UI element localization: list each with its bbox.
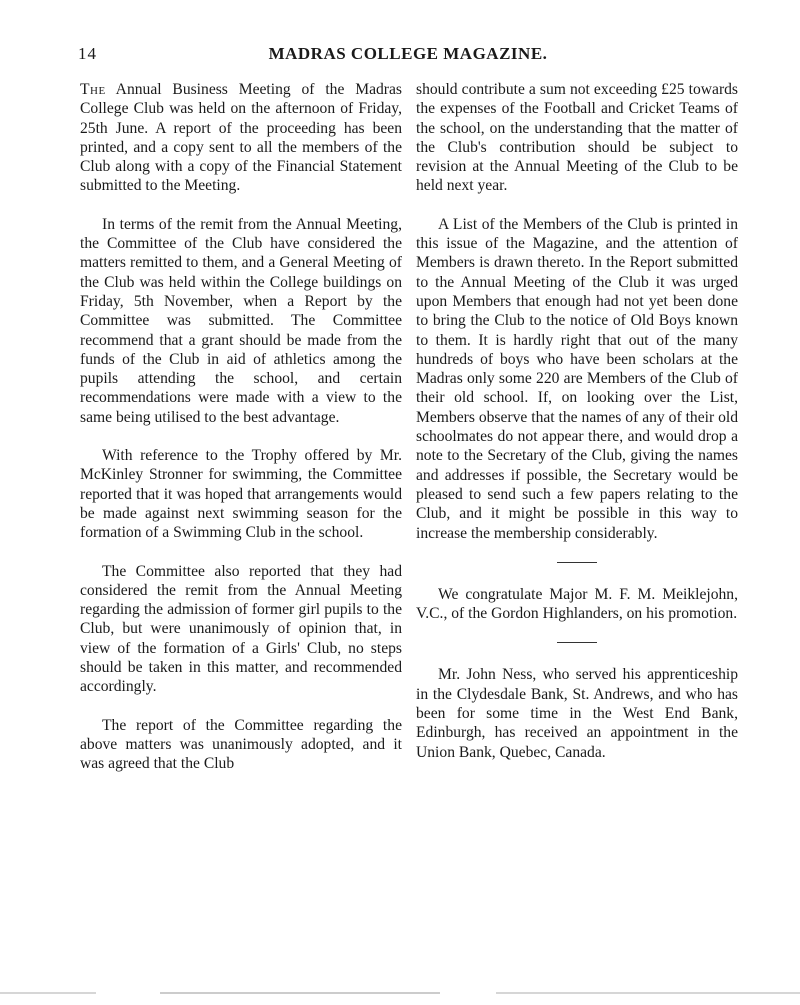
paragraph-congratulations: We congratulate Major M. F. M. Meiklejohn, V.C., of the Gordon Highlanders, on his promotion. xyxy=(416,585,738,623)
left-column xyxy=(80,80,402,793)
paragraph-member-list: A List of the Members of the Club is printed in this issue of the Magazine, and the attention of Members is drawn thereto. In the Report submitted to the Annual Meeting of the Club it was urged upon Members that enough had not yet been done to bring the Club to the notice of Old Boys known to them. It is hardly right that out of the many hundreds of boys who have been scholars at the Madras only some 220 are Members of the Club of their old school. If, on looking over the List, Members observe that the names of any of their old schoolmates do not appear there, and would drop a note to the Secretary of the Club, giving the names and addresses if possible, the Secretary would be pleased to send such a few papers relating to the Club, and it might be possible in this way to increase the membership considerably. xyxy=(416,215,738,542)
page-header xyxy=(78,44,738,68)
paragraph-report-adopted: The report of the Committee regarding the above matters was unanimously adopted, and it was agreed that the Club xyxy=(80,716,402,773)
lead-word: The xyxy=(80,81,106,98)
section-divider xyxy=(557,642,597,643)
paragraph-appointment: Mr. John Ness, who served his apprenticeship in the Clydesdale Bank, St. Andrews, and who has been for some time in the West End Bank, Edinburgh, has received an appointment in the Union Bank, Quebec, Canada. xyxy=(416,666,738,761)
section-divider xyxy=(557,562,597,563)
right-column xyxy=(416,80,738,781)
paragraph-contribution: should contribute a sum not exceeding £25 towards the expenses of the Football and Cricket Teams of the school, on the understanding that the matter of the Club's contribution should be subject to revision at the Annual Meeting of the Club to be held next year. xyxy=(416,81,738,195)
running-title: MADRAS COLLEGE MAGAZINE. xyxy=(268,44,548,63)
page-number: 14 xyxy=(78,44,97,63)
scan-edge-artifact xyxy=(0,992,800,994)
paragraph-committee-remit: In terms of the remit from the Annual Meeting, the Committee of the Club have considered the matters remitted to them, and a General Meeting of the Club was held within the College buildings on Friday, 5th November, when a Report by the Committee was submitted. The Committee recommend that a grant should be made from the funds of the Club in aid of athletics among the pupils attending the school, and certain recommendations were made with a view to the same being utilised to the best advantage. xyxy=(80,215,402,426)
paragraph-girl-pupils: The Committee also reported that they had considered the remit from the Annual Meeting regarding the admission of former girl pupils to the Club, but were unanimously of opinion that, in view of the formation of a Girls' Club, no steps should be taken in this matter, and recommended accordingly. xyxy=(80,562,402,696)
paragraph-body: Annual Business Meeting of the Madras College Club was held on the afternoon of Friday, 25th June. A report of the proceeding has been printed, and a copy sent to all the members of the Club along with a copy of the Financial Statement submitted to the Meeting. xyxy=(80,81,402,195)
paragraph-swimming-trophy: With reference to the Trophy offered by Mr. McKinley Stronner for swimming, the Committee reported that it was hoped that arrangements would be made against next swimming season for the formation of a Swimming Club in the school. xyxy=(80,447,402,542)
paragraph-annual-meeting xyxy=(80,80,402,196)
